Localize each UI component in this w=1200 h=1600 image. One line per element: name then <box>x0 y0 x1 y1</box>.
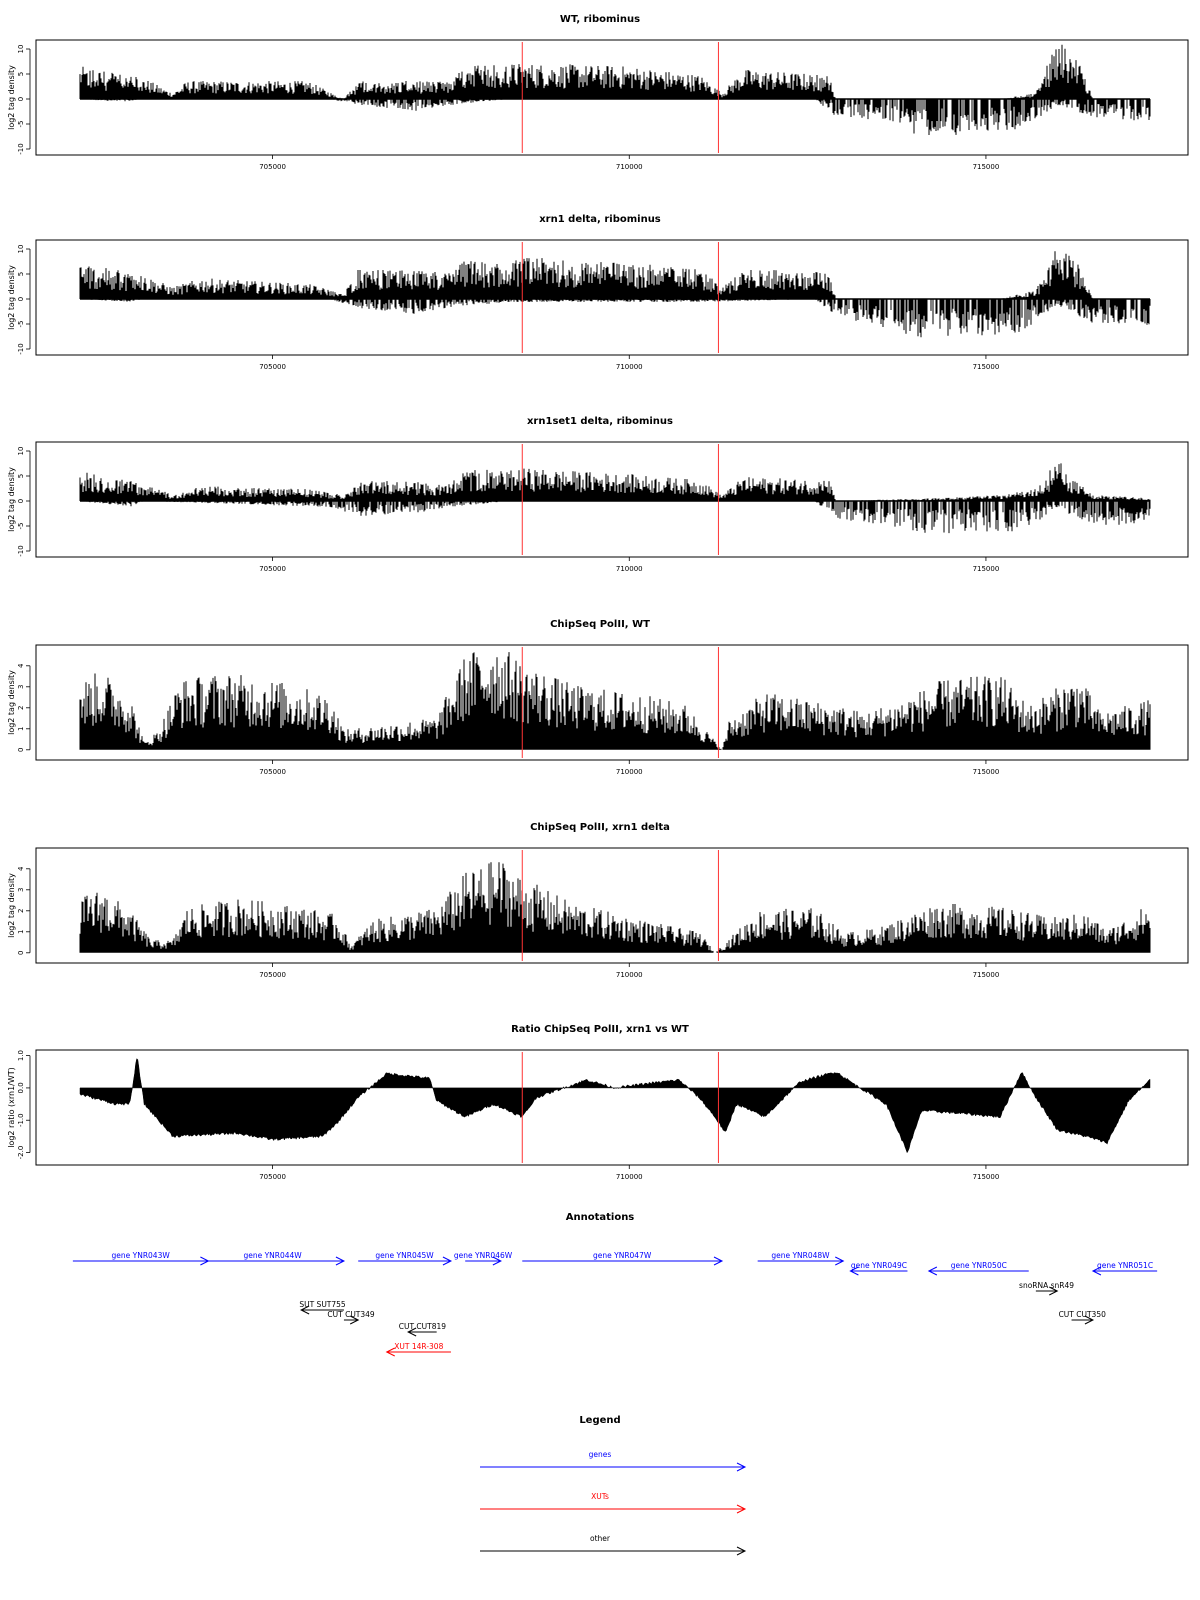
x-tick-label: 710000 <box>615 363 643 371</box>
y-tick-label: -10 <box>17 343 25 355</box>
chart-title: xrn1 delta, ribominus <box>539 214 661 225</box>
feature-label: XUT 14R-308 <box>394 1342 444 1351</box>
chart-title: WT, ribominus <box>559 14 641 25</box>
x-axis <box>259 760 999 776</box>
annotations-track <box>73 1212 1157 1356</box>
x-tick-label: 705000 <box>259 971 286 979</box>
x-tick-label: 705000 <box>259 768 286 776</box>
x-tick-label: 705000 <box>259 363 286 371</box>
x-tick-label: 715000 <box>972 163 1000 171</box>
chart-title: ChipSeq PolII, xrn1 delta <box>530 822 670 833</box>
y-axis-label: log2 tag density <box>7 670 16 735</box>
y-axis <box>17 866 30 955</box>
chart-panel-6 <box>7 1024 1188 1181</box>
x-tick-label: 715000 <box>972 363 1000 371</box>
density-bars <box>80 862 1150 953</box>
y-tick-label: 0 <box>17 498 25 504</box>
other-arrow-4 <box>1019 1281 1074 1295</box>
feature-label: gene YNR048W <box>771 1251 830 1260</box>
x-axis <box>259 1165 999 1181</box>
chart-panel-4 <box>7 619 1188 776</box>
y-axis-label: log2 ratio (xrn1/WT) <box>7 1067 16 1148</box>
feature-label: gene YNR044W <box>243 1251 302 1260</box>
gene-arrow-3 <box>358 1251 451 1265</box>
x-axis <box>259 557 999 573</box>
x-axis <box>259 963 999 979</box>
chart-title: xrn1set1 delta, ribominus <box>526 416 674 427</box>
ratio-area <box>80 1059 1150 1153</box>
y-tick-label: 1.0 <box>17 1050 25 1062</box>
x-tick-label: 705000 <box>259 1173 286 1181</box>
feature-label: gene YNR047W <box>593 1251 652 1260</box>
chart-panel-2 <box>7 214 1188 371</box>
y-tick-label: 10 <box>17 44 25 54</box>
x-tick-label: 710000 <box>615 163 643 171</box>
y-tick-label: 0 <box>17 296 25 302</box>
y-tick-label: 0 <box>17 950 25 956</box>
x-tick-label: 715000 <box>972 971 1000 979</box>
x-tick-label: 710000 <box>615 768 643 776</box>
y-tick-label: 10 <box>17 244 25 254</box>
y-axis-label: log2 tag density <box>7 65 16 130</box>
legend <box>480 1415 745 1555</box>
data-series <box>80 463 1150 533</box>
x-tick-label: 705000 <box>259 565 286 573</box>
feature-label: snoRNA snR49 <box>1019 1281 1075 1290</box>
other-arrow-2 <box>327 1310 375 1324</box>
y-tick-label: 10 <box>17 446 25 456</box>
feature-label: gene YNR051C <box>1096 1261 1154 1270</box>
gene-arrow-7 <box>850 1261 907 1275</box>
chart-panel-1 <box>7 14 1188 171</box>
y-tick-label: 4 <box>17 866 25 872</box>
density-bars <box>80 45 1150 135</box>
legend-item-genes <box>480 1450 745 1471</box>
y-axis <box>17 447 30 557</box>
gene-arrow-6 <box>758 1251 844 1265</box>
x-tick-label: 715000 <box>972 565 1000 573</box>
legend-label: other <box>590 1534 610 1543</box>
density-bars <box>80 463 1150 533</box>
gene-arrow-9 <box>1093 1261 1157 1275</box>
y-axis <box>17 45 30 155</box>
x-axis <box>259 355 999 371</box>
y-tick-label: -1.0 <box>17 1113 25 1128</box>
data-series <box>80 251 1150 337</box>
density-bars <box>80 652 1150 750</box>
gene-arrow-1 <box>73 1251 209 1265</box>
y-tick-label: -5 <box>17 320 25 328</box>
y-axis-label: log2 tag density <box>7 467 16 532</box>
y-tick-label: 2 <box>17 908 25 914</box>
y-axis-label: log2 tag density <box>7 873 16 938</box>
gene-arrow-8 <box>929 1261 1029 1275</box>
feature-label: CUT CUT349 <box>327 1310 375 1319</box>
legend-title: Legend <box>579 1415 621 1426</box>
gene-arrow-4 <box>454 1251 513 1265</box>
data-series <box>80 1059 1150 1153</box>
x-tick-label: 710000 <box>615 971 643 979</box>
y-tick-label: 3 <box>17 887 25 893</box>
data-series <box>80 652 1150 750</box>
data-series <box>80 45 1150 135</box>
feature-label: gene YNR045W <box>375 1251 434 1260</box>
y-axis-label: log2 tag density <box>7 265 16 330</box>
feature-label: gene YNR043W <box>111 1251 170 1260</box>
x-tick-label: 715000 <box>972 768 1000 776</box>
data-series <box>80 862 1150 953</box>
y-axis <box>17 245 30 355</box>
y-tick-label: 1 <box>17 929 25 935</box>
feature-label: SUT SUT755 <box>299 1300 346 1309</box>
chart-title: ChipSeq PolII, WT <box>550 619 650 630</box>
feature-label: CUT CUT819 <box>398 1322 447 1331</box>
y-tick-label: 3 <box>17 684 25 690</box>
feature-label: gene YNR050C <box>950 1261 1007 1270</box>
y-tick-label: 0 <box>17 747 25 753</box>
y-axis <box>17 663 30 752</box>
y-tick-label: 0 <box>17 96 25 102</box>
gene-arrow-2 <box>201 1251 344 1265</box>
legend-item-other <box>480 1534 745 1555</box>
y-tick-label: 2 <box>17 705 25 711</box>
x-tick-label: 705000 <box>259 163 286 171</box>
legend-label: XUTs <box>591 1492 609 1501</box>
y-tick-label: -5 <box>17 120 25 128</box>
y-tick-label: 1 <box>17 726 25 732</box>
x-axis <box>259 155 999 171</box>
annotations-title: Annotations <box>565 1212 635 1223</box>
feature-label: CUT CUT350 <box>1058 1310 1106 1319</box>
other-arrow-3 <box>399 1322 447 1336</box>
x-tick-label: 710000 <box>615 565 643 573</box>
density-bars <box>80 251 1150 337</box>
chart-panel-5 <box>7 822 1188 979</box>
feature-label: gene YNR046W <box>453 1251 513 1260</box>
legend-label: genes <box>588 1450 612 1459</box>
y-tick-label: 5 <box>17 473 25 479</box>
y-tick-label: 5 <box>17 71 25 77</box>
legend-item-XUTs <box>480 1492 745 1513</box>
y-tick-label: 0.0 <box>17 1082 25 1094</box>
chart-title: Ratio ChipSeq PolII, xrn1 vs WT <box>511 1024 689 1035</box>
xut-arrow-1 <box>387 1342 451 1356</box>
gene-arrow-5 <box>522 1251 722 1265</box>
y-axis <box>17 1050 30 1159</box>
y-tick-label: -10 <box>17 545 25 557</box>
feature-label: gene YNR049C <box>850 1261 907 1270</box>
x-tick-label: 710000 <box>615 1173 643 1181</box>
chart-panel-3 <box>7 416 1188 573</box>
y-tick-label: -2.0 <box>17 1145 25 1160</box>
y-tick-label: 4 <box>17 663 25 669</box>
y-tick-label: -10 <box>17 143 25 155</box>
y-tick-label: -5 <box>17 522 25 530</box>
other-arrow-5 <box>1059 1310 1107 1324</box>
y-tick-label: 5 <box>17 271 25 277</box>
x-tick-label: 715000 <box>972 1173 1000 1181</box>
